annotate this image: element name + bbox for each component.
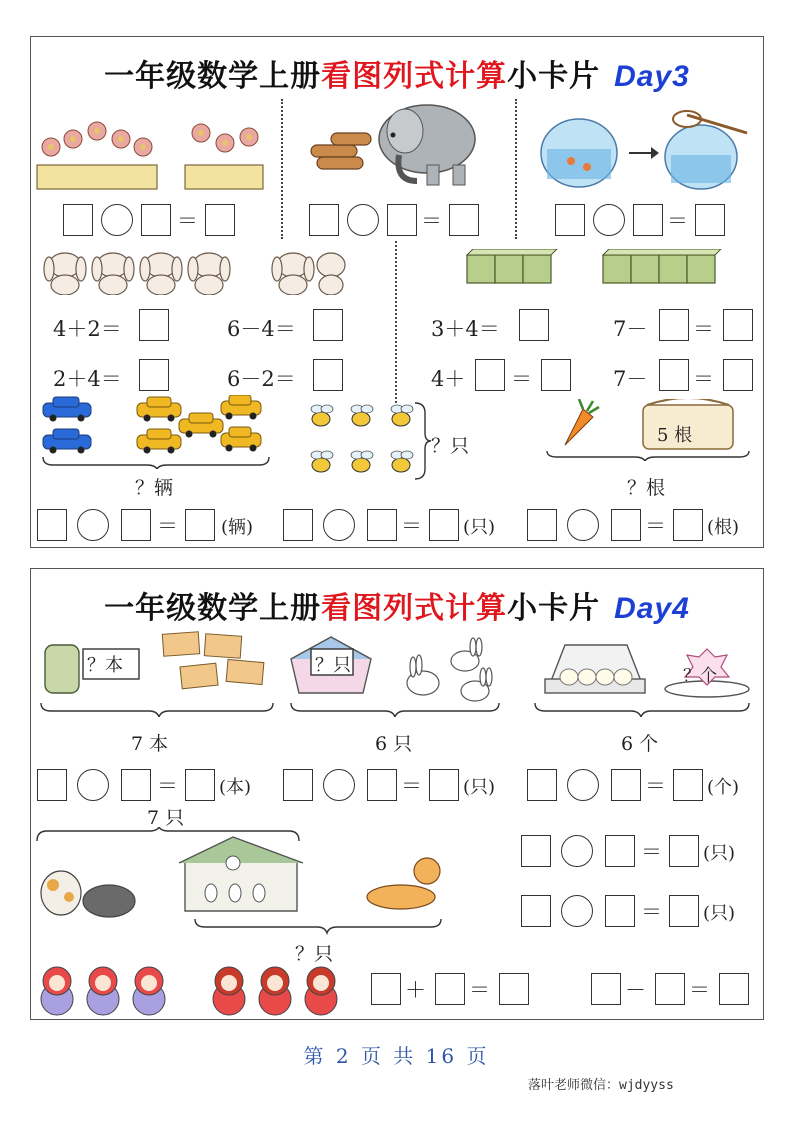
answer-box[interactable] bbox=[63, 204, 93, 236]
operator-circle[interactable] bbox=[323, 509, 355, 541]
operator-circle[interactable] bbox=[561, 835, 593, 867]
card-day4 bbox=[30, 568, 764, 1020]
answer-box[interactable] bbox=[521, 895, 551, 927]
answer-box[interactable] bbox=[313, 359, 343, 391]
unit-label: (只) bbox=[463, 777, 496, 798]
rabbits-total: 6 只 bbox=[375, 733, 413, 755]
answer-box[interactable] bbox=[719, 973, 749, 1005]
cubes-picture bbox=[465, 249, 725, 287]
divider bbox=[395, 241, 397, 411]
equals-sign: ＝ bbox=[157, 514, 178, 538]
unit-label: (只) bbox=[703, 843, 736, 864]
answer-box[interactable] bbox=[435, 973, 465, 1005]
equals-sign: ＝ bbox=[641, 840, 662, 864]
answer-box[interactable] bbox=[655, 973, 685, 1005]
unit-label: (根) bbox=[707, 517, 740, 538]
eggs-total: 6 个 bbox=[621, 733, 659, 755]
answer-box[interactable] bbox=[37, 509, 67, 541]
eggs-picture bbox=[531, 631, 753, 717]
answer-box[interactable] bbox=[673, 769, 703, 801]
answer-box[interactable] bbox=[555, 204, 585, 236]
answer-box[interactable] bbox=[185, 509, 215, 541]
unit-label: (个) bbox=[707, 777, 740, 798]
answer-box[interactable] bbox=[521, 835, 551, 867]
card-day3 bbox=[30, 36, 764, 548]
cars-picture bbox=[39, 395, 271, 469]
equation-text: 7－ bbox=[613, 317, 648, 341]
unit-label: (本) bbox=[219, 777, 252, 798]
bees-question: ？只 bbox=[431, 435, 470, 457]
answer-box[interactable] bbox=[611, 769, 641, 801]
operator-circle[interactable] bbox=[77, 509, 109, 541]
equals-sign: ＝ bbox=[689, 978, 710, 1002]
answer-box[interactable] bbox=[605, 895, 635, 927]
answer-box[interactable] bbox=[695, 204, 725, 236]
carrots-picture bbox=[543, 399, 753, 461]
equation-text: 2＋4＝ bbox=[53, 367, 122, 391]
answer-box[interactable] bbox=[519, 309, 549, 341]
bees-picture bbox=[301, 399, 431, 483]
equals-sign: ＝ bbox=[401, 514, 422, 538]
equals-sign: ＝ bbox=[693, 367, 714, 391]
operator-circle[interactable] bbox=[101, 204, 133, 236]
nesting-dolls-picture bbox=[35, 965, 345, 1017]
answer-box[interactable] bbox=[669, 895, 699, 927]
eggs-tag: ？个 bbox=[683, 666, 717, 686]
cats-question: ？只 bbox=[295, 943, 334, 965]
rabbits-tag: ？只 bbox=[315, 655, 351, 676]
day-label: Day3 bbox=[614, 60, 690, 93]
answer-box[interactable] bbox=[313, 309, 343, 341]
answer-box[interactable] bbox=[283, 769, 313, 801]
answer-box[interactable] bbox=[139, 359, 169, 391]
answer-box[interactable] bbox=[283, 509, 313, 541]
unit-label: (只) bbox=[463, 517, 496, 538]
equation-text: 6－4＝ bbox=[227, 317, 296, 341]
answer-box[interactable] bbox=[605, 835, 635, 867]
operator-circle[interactable] bbox=[347, 204, 379, 236]
answer-box[interactable] bbox=[371, 973, 401, 1005]
answer-box[interactable] bbox=[659, 309, 689, 341]
answer-box[interactable] bbox=[429, 509, 459, 541]
equation-text: 6－2＝ bbox=[227, 367, 296, 391]
card-title: 一年级数学上册看图列式计算小卡片 Day4 bbox=[104, 591, 690, 626]
equation-text: 4＋2＝ bbox=[53, 317, 122, 341]
answer-box[interactable] bbox=[139, 309, 169, 341]
divider bbox=[281, 99, 283, 239]
equation-text: 3＋4＝ bbox=[431, 317, 500, 341]
answer-box[interactable] bbox=[429, 769, 459, 801]
answer-box[interactable] bbox=[527, 509, 557, 541]
answer-box[interactable] bbox=[527, 769, 557, 801]
equals-sign: ＝ bbox=[511, 367, 532, 391]
fishbowl-picture bbox=[537, 107, 757, 191]
operator-circle[interactable] bbox=[77, 769, 109, 801]
page-indicator: 第 2 页 共 16 页 bbox=[303, 1044, 490, 1068]
answer-box[interactable] bbox=[387, 204, 417, 236]
flowers-picture bbox=[35, 117, 275, 191]
equals-sign: ＝ bbox=[641, 900, 662, 924]
credit-text: 落叶老师微信：wjdyyss bbox=[528, 1078, 674, 1093]
equals-sign: ＝ bbox=[177, 209, 198, 233]
equals-sign: ＝ bbox=[421, 209, 442, 233]
answer-box[interactable] bbox=[723, 309, 753, 341]
answer-box[interactable] bbox=[367, 769, 397, 801]
answer-box[interactable] bbox=[121, 509, 151, 541]
answer-box[interactable] bbox=[723, 359, 753, 391]
answer-box[interactable] bbox=[185, 769, 215, 801]
operator-circle[interactable] bbox=[323, 769, 355, 801]
operator-circle[interactable] bbox=[567, 509, 599, 541]
operator-circle[interactable] bbox=[561, 895, 593, 927]
equals-sign: ＝ bbox=[645, 514, 666, 538]
books-picture bbox=[39, 631, 275, 717]
answer-box[interactable] bbox=[37, 769, 67, 801]
cats-total: 7 只 bbox=[147, 807, 185, 829]
equals-sign: ＝ bbox=[693, 317, 714, 341]
books-tag: ？本 bbox=[87, 655, 123, 676]
minus-sign: － bbox=[625, 978, 646, 1002]
books-total: 7 本 bbox=[131, 733, 169, 755]
answer-box[interactable] bbox=[141, 204, 171, 236]
answer-box[interactable] bbox=[121, 769, 151, 801]
answer-box[interactable] bbox=[591, 973, 621, 1005]
carrot-question: ？根 bbox=[627, 477, 666, 499]
answer-box[interactable] bbox=[541, 359, 571, 391]
bunnies-picture bbox=[37, 243, 349, 295]
answer-box[interactable] bbox=[673, 509, 703, 541]
operator-circle[interactable] bbox=[567, 769, 599, 801]
equals-sign: ＝ bbox=[645, 774, 666, 798]
answer-box[interactable] bbox=[205, 204, 235, 236]
operator-circle[interactable] bbox=[593, 204, 625, 236]
answer-box[interactable] bbox=[449, 204, 479, 236]
equals-sign: ＝ bbox=[469, 978, 490, 1002]
unit-label: (只) bbox=[703, 903, 736, 924]
unit-label: (辆) bbox=[221, 517, 254, 538]
equation-text: 4＋ bbox=[431, 367, 466, 391]
plus-sign: ＋ bbox=[405, 978, 426, 1002]
divider bbox=[515, 99, 517, 239]
answer-box[interactable] bbox=[669, 835, 699, 867]
equals-sign: ＝ bbox=[667, 209, 688, 233]
equals-sign: ＝ bbox=[157, 774, 178, 798]
equation-text: 7－ bbox=[613, 367, 648, 391]
cars-question: ？辆 bbox=[135, 477, 174, 499]
cats-picture bbox=[35, 827, 443, 947]
elephant-picture bbox=[307, 95, 487, 195]
carrot-tag: 5 根 bbox=[657, 425, 693, 446]
card-title: 一年级数学上册看图列式计算小卡片 Day3 bbox=[104, 59, 690, 94]
equals-sign: ＝ bbox=[401, 774, 422, 798]
answer-box[interactable] bbox=[611, 509, 641, 541]
day-label: Day4 bbox=[614, 592, 690, 625]
answer-box[interactable] bbox=[367, 509, 397, 541]
answer-box[interactable] bbox=[633, 204, 663, 236]
answer-box[interactable] bbox=[499, 973, 529, 1005]
answer-box[interactable] bbox=[659, 359, 689, 391]
answer-box[interactable] bbox=[309, 204, 339, 236]
answer-box[interactable] bbox=[475, 359, 505, 391]
